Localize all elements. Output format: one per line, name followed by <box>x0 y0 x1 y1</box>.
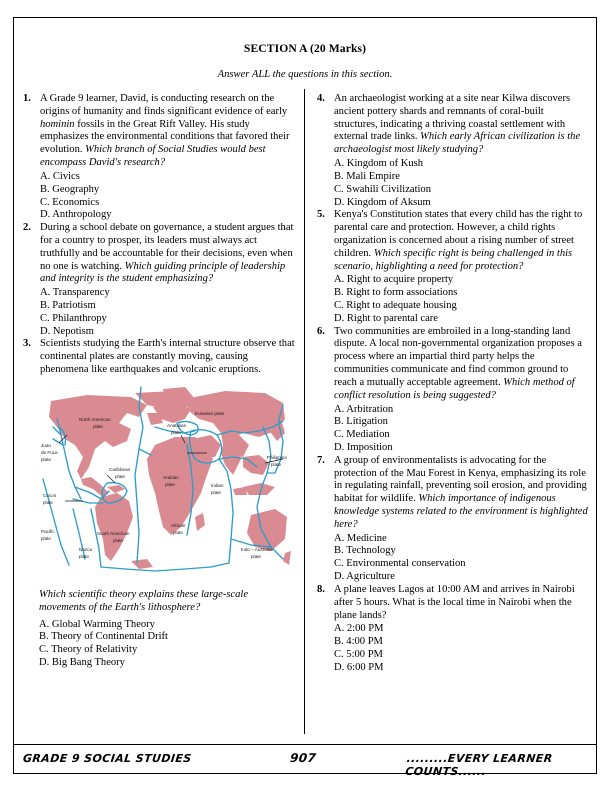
map-label-nazca: Nazca <box>79 546 93 552</box>
question-body <box>334 209 588 273</box>
question-number: 3. <box>23 338 31 350</box>
question-stem: An archaeologist working at a site near Kilwa discovers ancient pottery shards and remnants of coral-built structures, indicating a thriving coastal settlement with external trade links. <box>334 93 571 143</box>
left-column <box>14 93 305 733</box>
question-stem-cont: fossils in the Great Rift Valley. His study emphasizes the environmental conditions that favored their evolution. <box>40 118 290 156</box>
option-item[interactable]: B. 4:00 PM <box>334 636 383 648</box>
question-prompt: Which importance of indigenous knowledge systems related to the environment is highlighted here? <box>334 493 588 530</box>
map-label-indian: Indian <box>211 482 224 488</box>
option-item[interactable]: B. Right to form associations <box>334 287 458 299</box>
question-prompt: Which branch of Social Studies would best encompass David's research? <box>40 144 266 169</box>
option-item[interactable]: A. Arbitration <box>334 403 394 415</box>
question-number: 5. <box>317 209 325 221</box>
map-label-indo-australia-2: plate <box>251 553 261 559</box>
question-5 <box>317 209 588 273</box>
option-item[interactable]: D. Nepotism <box>40 325 94 337</box>
map-label-caribbean-2: plate <box>115 473 125 479</box>
question-body <box>334 93 588 157</box>
question-4 <box>317 93 588 157</box>
option-item[interactable]: A. 2:00 PM <box>334 623 384 635</box>
map-label-anatolian: Anatolian <box>167 422 187 428</box>
question-prompt: Which early African civilization is the archaeologist most likely studying? <box>334 131 581 156</box>
map-label-arabian-2: plate <box>165 481 175 487</box>
page-content <box>14 18 596 744</box>
question-1 <box>23 93 295 170</box>
map-label-south-american: South American <box>97 530 130 536</box>
question-3 <box>23 338 295 376</box>
question-number: 4. <box>317 93 325 104</box>
map-label-cocos-2: plate <box>43 499 53 505</box>
question-stem: A plane leaves Lagos at 10:00 AM and arrives in Nairobi after 5 hours. What is the local time in Nairobi when the plane lands? <box>334 583 575 621</box>
map-label-arabian: Arabian <box>163 474 179 480</box>
option-item[interactable]: A. Kingdom of Kush <box>334 158 424 170</box>
option-item[interactable]: B. Litigation <box>334 416 388 428</box>
option-item[interactable]: C. Philanthropy <box>40 312 107 324</box>
map-label-nazca-2: plate <box>79 553 89 559</box>
option-item[interactable]: C. Mediation <box>334 429 390 441</box>
question-stem: Two communities are embroiled in a long-standing land dispute. A local non-governmental organization proposes a process where an impartial third party helps the communities communicate and find common ground to reach a mutually acceptable agreement. <box>334 325 582 388</box>
right-column <box>305 93 596 733</box>
map-label-eurasian: Eurasian plate <box>195 410 225 416</box>
option-item[interactable]: A. Medicine <box>334 532 387 544</box>
section-title: SECTION A (20 Marks) <box>243 42 367 55</box>
column-divider <box>304 89 305 734</box>
two-column-body <box>14 93 596 733</box>
question-number: 1. <box>23 93 31 104</box>
question-prompt: Which method of conflict resolution is being suggested? <box>334 376 575 401</box>
question-number: 2. <box>23 222 31 234</box>
question-prompt: Which guiding principle of leadership and integrity is the student emphasizing? <box>40 260 286 285</box>
footer-subject-label: GRADE 9 SOCIAL STUDIES <box>22 752 193 765</box>
question-2 <box>23 222 295 286</box>
world-plate-map <box>35 383 291 579</box>
question-8 <box>317 584 588 622</box>
page-footer <box>14 744 596 778</box>
option-item[interactable]: B. Mali Empire <box>334 170 400 182</box>
question-prompt: Which specific right is being challenged in this scenario, highlighting a need for protection? <box>334 247 573 272</box>
question-body <box>40 338 295 376</box>
question-stem: Scientists studying the Earth's internal structure observe that continental plates are constantly moving, causing phenomena like earthquakes and volcanic eruptions. <box>40 338 295 376</box>
option-item[interactable]: D. Anthropology <box>40 209 112 221</box>
map-question-prompt: Which scientific theory explains these large-scale movements of the Earth's lithosphere? <box>39 588 249 613</box>
option-item[interactable]: C. Environmental conservation <box>334 558 466 570</box>
map-label-cocos: Cocos <box>43 492 57 498</box>
question-body <box>40 93 295 170</box>
footer-page-number: 907 <box>289 751 317 765</box>
question-stem: During a school debate on governance, a student argues that for a country to prosper, its leaders must always act truthfully and be accountable for their decisions, even when no one is watching. <box>40 222 294 272</box>
option-item[interactable]: A. Global Warming Theory <box>39 618 155 630</box>
footer-slogan: .........EVERY LEARNER COUNTS...... <box>404 752 554 778</box>
map-label-north-american-2: plate <box>93 423 103 429</box>
map-label-south-american-2: plate <box>113 537 123 543</box>
question-7 <box>317 455 588 532</box>
tectonic-plates-figure <box>35 383 291 615</box>
option-item[interactable]: C. Theory of Relativity <box>39 644 138 656</box>
map-label-indian-2: plate <box>211 489 221 495</box>
option-item[interactable]: B. Geography <box>40 183 100 195</box>
question-body <box>334 584 588 622</box>
option-item[interactable]: A. Transparency <box>40 287 110 299</box>
map-label-juan-de-fuca-2: de Fuca <box>41 449 58 455</box>
option-item[interactable]: C. Right to adequate housing <box>334 300 457 311</box>
exam-page <box>13 17 597 778</box>
option-item[interactable]: C. Economics <box>40 196 100 208</box>
question-6 <box>317 326 588 403</box>
question-number: 8. <box>317 583 325 595</box>
option-item[interactable]: C. Swahili Civilization <box>334 183 431 195</box>
option-item[interactable]: D. Right to parental care <box>334 312 438 324</box>
option-item[interactable]: A. Civics <box>40 170 80 182</box>
map-label-juan-de-fuca: Juan <box>41 442 51 448</box>
option-item[interactable]: A. Right to acquire property <box>334 274 454 286</box>
question-body <box>40 222 295 286</box>
question-stem: Kenya's Constitution states that every child has the right to parental care and protection. However, a child rights organization is concerned about a rising number of street children. <box>334 209 583 259</box>
option-item[interactable]: C. 5:00 PM <box>334 648 383 660</box>
map-label-caribbean: Caribbean <box>109 466 131 472</box>
map-label-juan-de-fuca-3: plate <box>41 456 51 462</box>
question-stem: A Grade 9 learner, David, is conducting research on the origins of humanity and finds significant evidence of early <box>40 93 288 117</box>
map-label-philippine: Philippine <box>267 454 287 460</box>
option-item[interactable]: D. Imposition <box>334 441 393 453</box>
option-item[interactable]: B. Theory of Continental Drift <box>39 631 168 643</box>
option-item[interactable]: D. Kingdom of Aksum <box>334 196 431 208</box>
map-label-north-american: North American <box>79 416 111 422</box>
section-instruction: Answer ALL the questions in this section. <box>217 69 393 80</box>
map-label-african: African <box>171 522 186 528</box>
question-number: 6. <box>317 325 325 337</box>
map-label-philippine-2: plate <box>271 461 281 467</box>
map-label-pacific: Pacific <box>41 528 55 534</box>
map-label-african-2: plate <box>173 529 183 535</box>
option-item[interactable]: D. Big Bang Theory <box>39 656 125 668</box>
question-body <box>334 455 588 532</box>
question-stem: A group of environmentalists is advocating for the protection of the Mau Forest in Kenya, emphasizing its role in regulating rainfall, preventing soil erosion, and providing habitat for wildlife. <box>334 454 587 505</box>
question-body <box>334 326 588 403</box>
option-item[interactable]: B. Technology <box>334 545 396 557</box>
question-number: 7. <box>317 454 325 466</box>
map-label-anatolian-2: plate <box>171 429 181 435</box>
map-label-indo-australia: Indo – Australia <box>241 546 273 552</box>
map-label-pacific-2: plate <box>41 535 51 541</box>
question-stem-italic: hominin <box>40 118 75 130</box>
option-item[interactable]: D. Agriculture <box>334 571 395 583</box>
option-item[interactable]: D. 6:00 PM <box>334 661 384 673</box>
option-item[interactable]: B. Patriotism <box>40 300 96 311</box>
